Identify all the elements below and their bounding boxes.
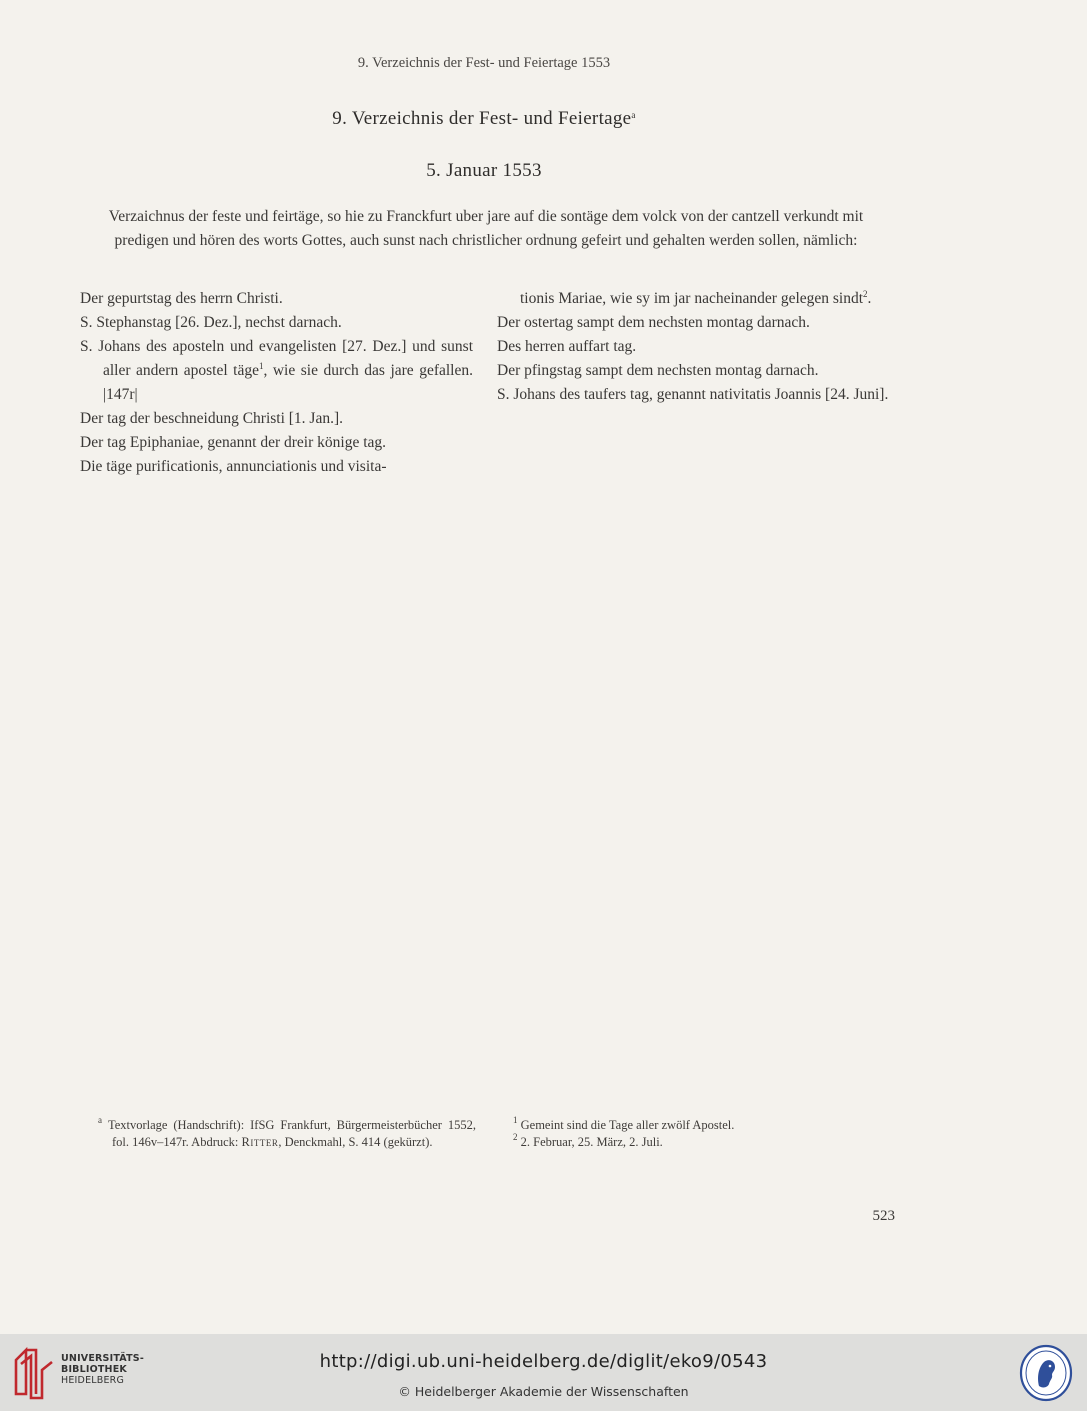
footnote-text: Gemeint sind die Tage aller zwölf Apostel. [520, 1118, 735, 1132]
footnote-text: 2. Februar, 25. März, 2. Juli. [520, 1134, 663, 1149]
library-name-line: UNIVERSITÄTS- [61, 1353, 144, 1364]
intro-paragraph: Verzaichnus der feste und feirtäge, so hie zu Franckfurt uber jare auf die sontäge dem volck von der cantzell verkundt mit predigen und hören des worts Gottes, auch sunst nach christlicher ordnung gefeirt und gehalten werden sollen, nämlich: [108, 208, 864, 249]
feast-entry: Der gepurtstag des herrn Christi. [80, 290, 283, 307]
feast-entry-text: tionis Mariae, wie sy im jar nacheinander gelegen sindt [520, 290, 864, 307]
feast-entry-continuation [497, 287, 890, 311]
author-name: Ritter [241, 1134, 279, 1149]
feast-entry: Der ostertag sampt dem nechsten montag darnach. [497, 314, 810, 331]
academy-seal-icon[interactable] [1019, 1344, 1073, 1402]
right-column [497, 287, 890, 407]
footnote-marker: a [98, 1115, 102, 1125]
title-text: 9. Verzeichnis der Fest- und Feiertage [332, 108, 632, 129]
feast-entry: Die täge purificationis, annunciationis und visita- [80, 458, 387, 475]
feast-entry [80, 335, 473, 407]
footnotes-right [513, 1117, 893, 1150]
feast-entry: S. Johans des taufers tag, genannt nativitatis Joannis [24. Juni]. [497, 386, 889, 403]
footnote [513, 1117, 893, 1134]
copyright-notice: © Heidelberger Akademie der Wissenschaften [398, 1384, 689, 1399]
document-title [0, 108, 968, 130]
footnote-marker: 1 [513, 1115, 518, 1125]
footnote-marker: 2 [863, 289, 868, 299]
page-number: 523 [872, 1208, 895, 1224]
title-footnote-marker: a [631, 110, 636, 120]
footnote [98, 1117, 476, 1150]
footnote-marker: 2 [513, 1131, 518, 1142]
feast-entry: Der tag Epiphaniae, genannt der dreir könige tag. [80, 434, 387, 451]
feast-entry: S. Stephanstag [26. Dez.], nechst darnach. [80, 314, 342, 331]
footnote-text: , Denckmahl, S. 414 (gekürzt). [278, 1134, 433, 1149]
library-name-line: BIBLIOTHEK [61, 1364, 127, 1375]
feast-entry: Der tag der beschneidung Christi [1. Jan.]. [80, 410, 344, 427]
running-head: 9. Verzeichnis der Fest- und Feiertage 1553 [357, 55, 611, 71]
feast-entry: Des herren auffart tag. [497, 338, 637, 355]
footnote-marker: 1 [258, 361, 264, 371]
feast-entry-text: . [867, 290, 872, 307]
feast-entry-text: S. Johans des aposteln und evangelisten [27. Dez.] und sunst aller andern apostel täge [80, 338, 473, 379]
feast-entry-text: , wie sie durch das jare gefallen. |147r| [103, 362, 473, 403]
left-column [80, 287, 473, 479]
footnote-text: Textvorlage (Handschrift): IfSG Frankfurt, Bürgermeisterbücher 1552, fol. 146v–147r. Abdruck: [107, 1118, 476, 1149]
viewer-footer [0, 1334, 1087, 1411]
footnotes-left [98, 1117, 476, 1150]
permalink-url[interactable]: http://digi.ub.uni-heidelberg.de/diglit/eko9/0543 [319, 1351, 768, 1372]
feast-entry: Der pfingstag sampt dem nechsten montag darnach. [497, 362, 819, 379]
footnote [513, 1131, 893, 1151]
document-date: 5. Januar 1553 [426, 160, 542, 181]
library-name-line: HEIDELBERG [61, 1375, 125, 1386]
